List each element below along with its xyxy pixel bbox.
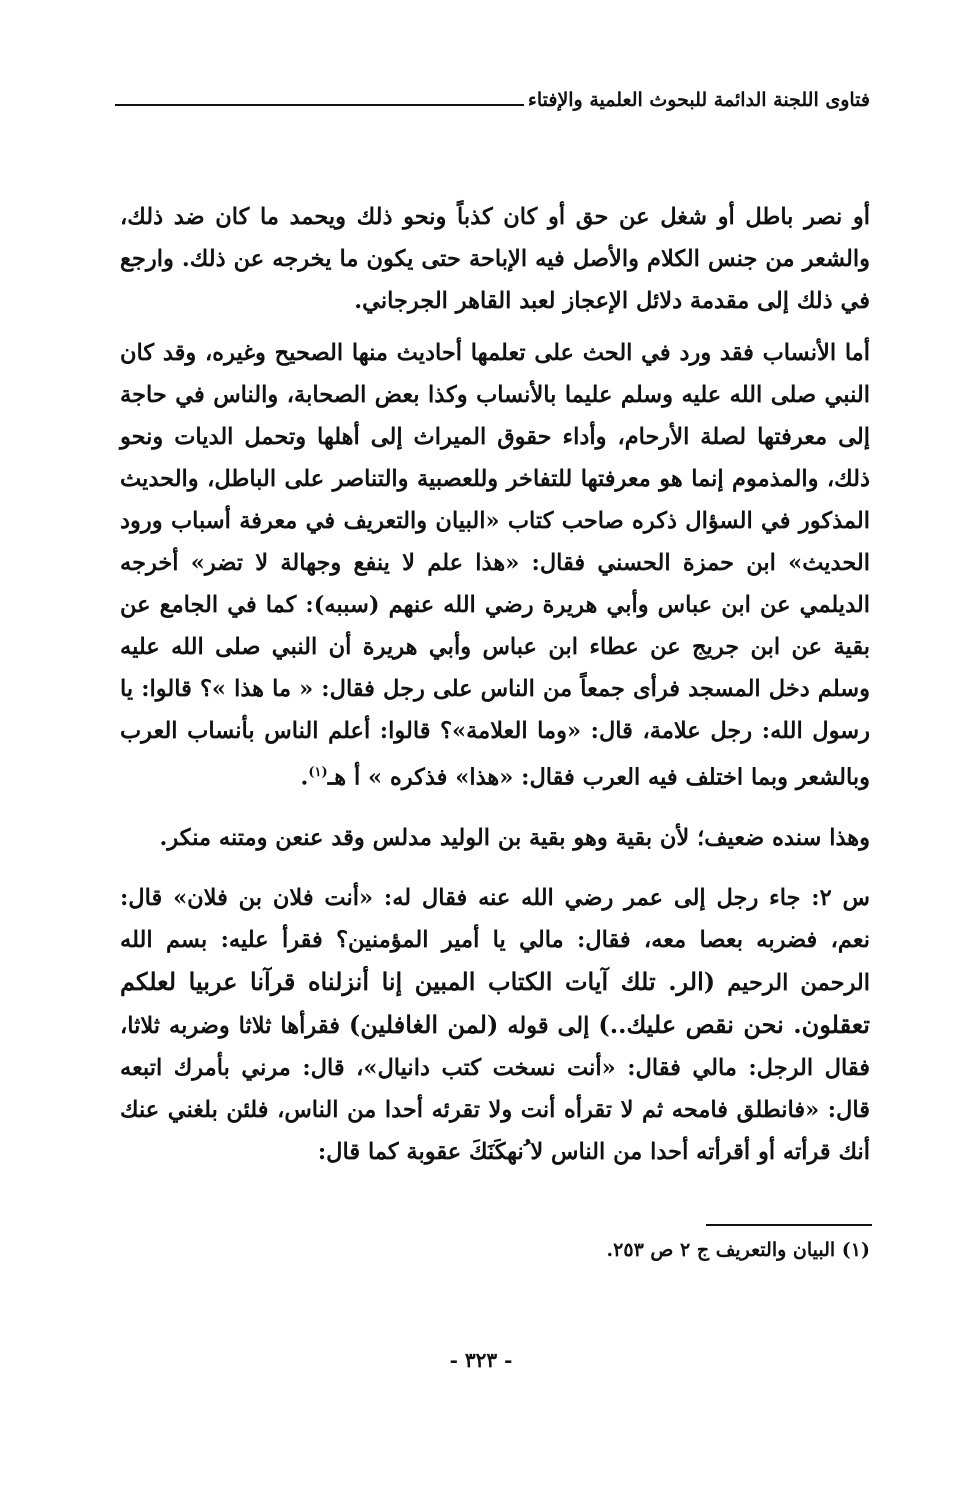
paragraph-4-text-c: فقرأها ثلاثا وضربه ثلاثا، فقال الرجل: مالي فقال: «أنت نسخت كتب دانيال»، قال: مرني بأمرك اتبعه قال: «فانطلق فامحه ثم لا تقرأه أنت ولا تقرئه أحدا من الناس، فلئن بلغني عنك أنك قرأته أو أقرأته أحدا من الناس لا ُنهكَنَكَ عقوبة كما قال: (120, 1012, 870, 1165)
paragraph-3-text: وهذا سنده ضعيف؛ لأن بقية وهو بقية بن الوليد مدلس وقد عنعن ومتنه منكر. (159, 824, 870, 851)
page-number: - ٣٢٣ - (449, 1348, 513, 1372)
footnote: (١) البيان والتعريف ج ٢ ص ٢٥٣. (606, 1239, 870, 1261)
paragraph-poetry-ruling (120, 196, 870, 322)
quran-verse-2: (لمن الغافلين) (348, 1009, 499, 1039)
footnote-separator (706, 1224, 872, 1226)
header-rule (115, 104, 524, 106)
paragraph-4-text-a: س ٢: جاء رجل إلى عمر رضي الله عنه فقال له: «أنت فلان بن فلان» قال: نعم، فضربه بعصا معه، فقال: مالي يا أمير المؤمنين؟ فقرأ عليه: بسم الله الرحمن الرحيم (120, 884, 870, 996)
paragraph-question-2 (120, 877, 870, 1173)
running-header (115, 88, 870, 112)
header-title: فتاوى اللجنة الدائمة للبحوث العلمية والإفتاء (527, 89, 870, 111)
quran-verse-1: (الر. تلك آيات الكتاب المبين إنا أنزلناه قرآنا عربيا لعلكم تعقلون. نحن نقص عليك..) (120, 966, 870, 1039)
paragraph-2-text: أما الأنساب فقد ورد في الحث على تعلمها أحاديث منها الصحيح وغيره، وقد كان النبي صلى الله عليه وسلم عليما بالأنساب وكذا بعض الصحابة، والناس في حاجة إلى معرفتها لصلة الأرحام، وأداء حقوق الميراث إلى أهلها وتحمل الديات ونحو ذلك، والمذموم إنما هو معرفتها للتفاخر وللعصبية والتناصر على الباطل، والحديث المذكور في السؤال ذكره صاحب كتاب «البيان والتعريف في معرفة أسباب ورود الحديث» ابن حمزة الحسني فقال: «هذا علم لا ينفع وجهالة لا تضر» أخرجه الديلمي عن ابن عباس وأبي هريرة رضي الله عنهم (سببه): كما في الجامع عن بقية عن ابن جريج عن عطاء ابن عباس وأبي هريرة أن النبي صلى الله عليه وسلم دخل المسجد فرأى جمعاً من الناس على رجل فقال: « ما هذا »؟ قالوا: يا رسول الله: رجل علامة، قال: «وما العلامة»؟ قالوا: أعلم الناس بأنساب العرب وبالشعر وبما اختلف فيه العرب فقال: «هذا» فذكره » أ هـ (120, 340, 870, 791)
paragraph-1-text: أو نصر باطل أو شغل عن حق أو كان كذباً ونحو ذلك ويحمد ما كان ضد ذلك، والشعر من جنس الكلام والأصل فيه الإباحة حتى يكون ما يخرجه عن ذلك. وارجع في ذلك إلى مقدمة دلائل الإعجاز لعبد القاهر الجرجاني. (120, 204, 870, 314)
paragraph-genealogy: أما الأنساب فقد ورد في الحث على تعلمها أحاديث منها الصحيح وغيره، وقد كان النبي صلى الله عليه وسلم عليما بالأنساب وكذا بعض الصحابة، والناس في حاجة إلى معرفتها لصلة الأرحام، وأداء حقوق الميراث إلى أهلها وتحمل الديات ونحو ذلك، والمذموم إنما هو معرفتها للتفاخر وللعصبية والتناصر على الباطل، والحديث المذكور في السؤال ذكره صاحب كتاب «البيان والتعريف في معرفة أسباب ورود الحديث» ابن حمزة الحسني فقال: «هذا علم لا ينفع وجهالة لا تضر» أخرجه الديلمي عن ابن عباس وأبي هريرة رضي الله عنهم (سببه): كما في الجامع عن بقية عن ابن جريج عن عطاء ابن عباس وأبي هريرة أن النبي صلى الله عليه وسلم دخل المسجد فرأى جمعاً من الناس على رجل فقال: « ما هذا »؟ قالوا: يا رسول الله: رجل علامة، قال: «وما العلامة»؟ قالوا: أعلم الناس بأنساب العرب وبالشعر وبما اختلف فيه العرب فقال: «هذا» فذكره » أ هـ$^{(١)}$. (120, 340, 870, 791)
paragraph-4-text-b: إلى قوله (507, 1012, 590, 1039)
footnote-reference[interactable]: (١) (308, 765, 328, 780)
paragraph-chain-weakness (120, 817, 870, 859)
main-text (120, 196, 870, 1183)
